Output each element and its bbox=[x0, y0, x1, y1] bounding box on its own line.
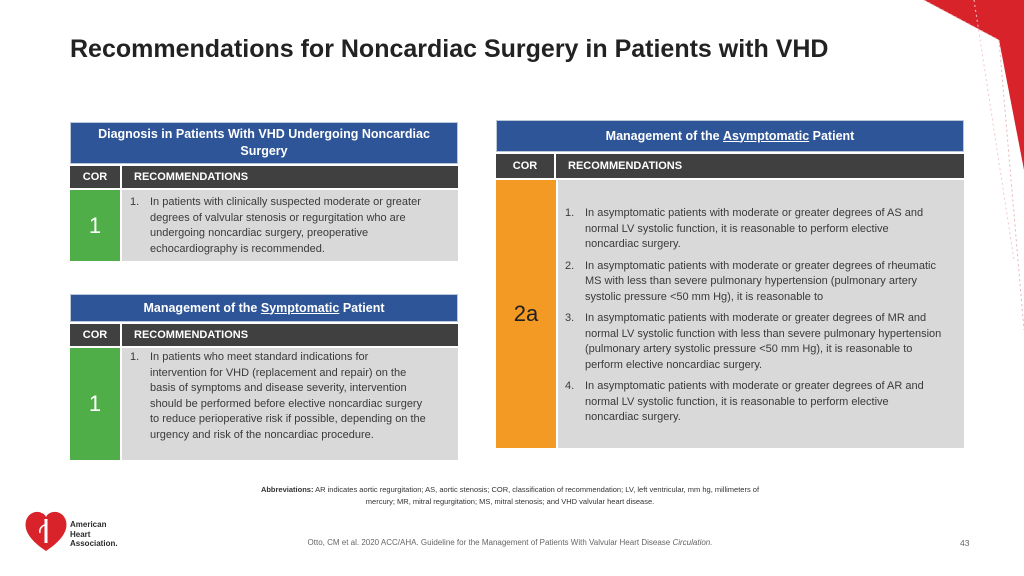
diagnosis-cor-row bbox=[70, 166, 458, 188]
asymptomatic-header: Management of the Asymptomatic Patient bbox=[496, 120, 964, 152]
cor-label: COR bbox=[70, 166, 122, 188]
abbreviations-note: Abbreviations: AR indicates aortic regurgitation; AS, aortic stenosis; COR, classification of recommendation; LV, left ventricular, mm hg, millimeters of mercury; MR, mitral regurgitation; MS, mitral stenosis; and VHD valvular heart disease. bbox=[260, 485, 760, 506]
citation-journal: Circulation. bbox=[672, 538, 713, 547]
symptomatic-emphasis: Symptomatic bbox=[260, 300, 340, 315]
diagnosis-header-text: Diagnosis in Patients With VHD Undergoing Noncardiac Surgery bbox=[98, 127, 430, 158]
page-number: 43 bbox=[960, 538, 970, 548]
recommendations-label: RECOMMENDATIONS bbox=[134, 329, 249, 341]
symptomatic-header: Management of the Symptomatic Patient bbox=[70, 294, 458, 322]
list-item: 2. In asymptomatic patients with moderate or greater degrees of rheumatic MS with less than severe pulmonary hypertension (pulmonary artery systolic pressure <50 mm Hg), it is reasonable to bbox=[565, 259, 936, 303]
page-title: Recommendations for Noncardiac Surgery in Patients with VHD bbox=[70, 35, 829, 63]
aha-logo-text: American Heart Association. bbox=[70, 520, 118, 548]
diagnosis-recommendations bbox=[122, 190, 458, 261]
recommendations-label: RECOMMENDATIONS bbox=[568, 160, 683, 172]
asymptomatic-recommendations bbox=[558, 180, 964, 448]
cor-label: COR bbox=[496, 154, 556, 178]
list-item: 1. In patients who meet standard indications for intervention for VHD (replacement and repair) on the basis of symptoms and disease severity, intervention should be performed before elective noncardiac surgery to reduce perioperative risk if possible, depending on the urgency and risk of the noncardiac procedure. bbox=[130, 351, 426, 441]
diagnosis-cor-value: 1 bbox=[70, 190, 120, 261]
diagnosis-header bbox=[70, 122, 458, 164]
abbreviations-label: Abbreviations: bbox=[260, 485, 314, 494]
asymptomatic-emphasis: Asymptomatic bbox=[723, 128, 810, 143]
symptomatic-cor-row bbox=[70, 324, 458, 346]
list-item: 4. In asymptomatic patients with moderate or greater degrees of AR and normal LV systolic function, it is reasonable to perform elective noncardiac surgery. bbox=[565, 380, 924, 423]
list-item: 3. In asymptomatic patients with moderate or greater degrees of MR and normal LV systolic function with less than severe pulmonary hypertension (pulmonary artery systolic pressure <50 mm Hg), it is reasonable to perform elective noncardiac surgery. bbox=[565, 312, 942, 371]
asymptomatic-cor-row bbox=[496, 154, 964, 178]
symptomatic-recommendations bbox=[122, 348, 458, 460]
symptomatic-cor-value: 1 bbox=[70, 348, 120, 460]
asymptomatic-cor-value: 2a bbox=[496, 180, 556, 448]
cor-label: COR bbox=[70, 324, 122, 346]
citation: Otto, CM et al. 2020 ACC/AHA. Guideline for the Management of Patients With Valvular Heart Disease Circulation. bbox=[307, 538, 713, 547]
list-item: 1. In patients with clinically suspected moderate or greater degrees of valvular stenosis or regurgitation who are undergoing noncardiac surgery, preoperative echocardiography is recommended. bbox=[130, 196, 421, 255]
list-item: 1. In asymptomatic patients with moderate or greater degrees of AS and normal LV systolic function, it is reasonable to perform elective noncardiac surgery. bbox=[565, 207, 924, 250]
recommendations-label: RECOMMENDATIONS bbox=[134, 171, 249, 183]
